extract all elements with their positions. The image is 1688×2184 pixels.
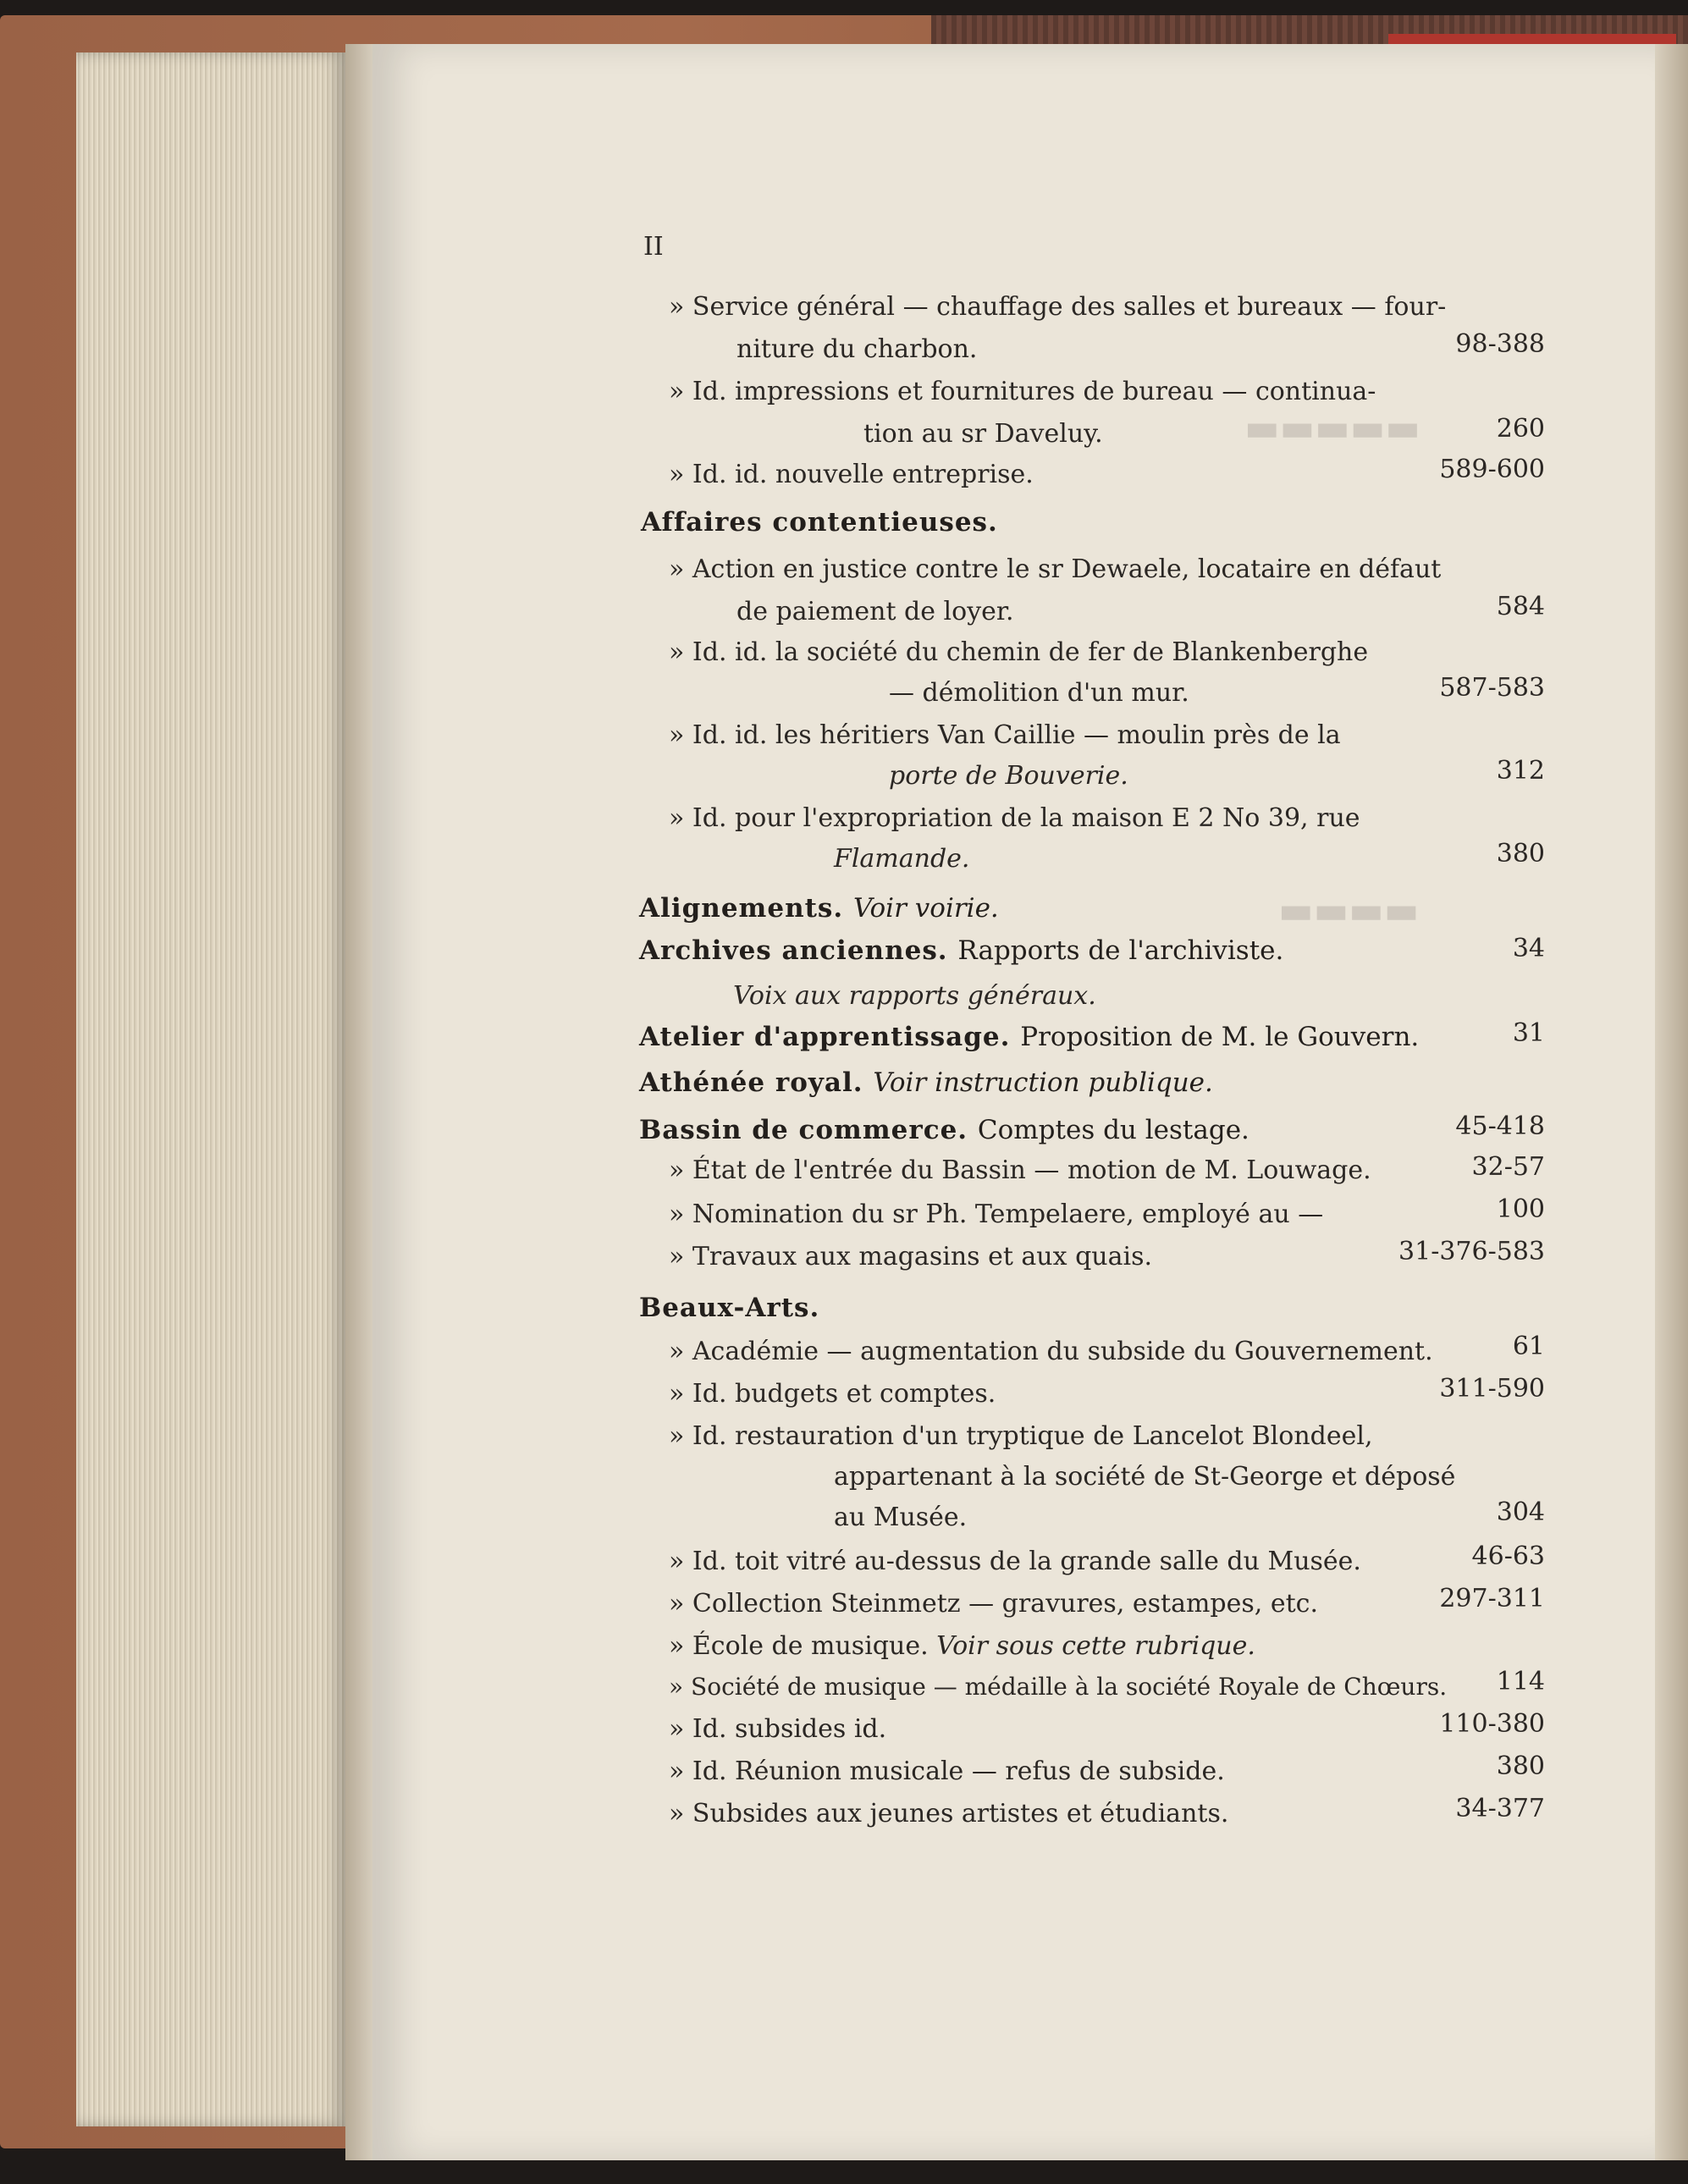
page-ref: 34-377 — [1455, 1794, 1545, 1823]
entry-line: » Id. id. nouvelle entreprise. — [669, 460, 1034, 489]
section-heading — [639, 1023, 1419, 1051]
section-heading — [639, 936, 1283, 965]
page-ref: 31 — [1512, 1018, 1545, 1048]
heading-rest: Voir instruction publique. — [873, 1067, 1213, 1098]
entry-line: » Id. subsides id. — [669, 1714, 887, 1744]
entry-line: » Id. pour l'expropriation de la maison E 2 No 39, rue — [669, 803, 1360, 833]
entry-line: de paiement de loyer. — [736, 597, 1014, 626]
entry-line: » Nomination du sr Ph. Tempelaere, employé au — — [669, 1200, 1324, 1229]
entry-line: » Société de musique — médaille à la société Royale de Chœurs. — [669, 1673, 1448, 1701]
entry-line: » Id. Réunion musicale — refus de subside. — [669, 1757, 1225, 1786]
section-heading: Beaux-Arts. — [639, 1293, 820, 1323]
entry-text: » École de musique. — [669, 1631, 929, 1661]
page-ref: 110-380 — [1439, 1709, 1545, 1739]
entry-line: » Id. restauration d'un tryptique de Lancelot Blondeel, — [669, 1421, 1373, 1451]
page-ref: 46-63 — [1471, 1541, 1545, 1571]
page-ref: 31-376-583 — [1398, 1237, 1545, 1266]
section-heading — [639, 1116, 1249, 1144]
entry-line: » Académie — augmentation du subside du Gouvernement. — [669, 1337, 1433, 1366]
entry-line: au Musée. — [834, 1503, 968, 1532]
heading-label: Archives anciennes. — [639, 935, 948, 966]
entry-line: » Collection Steinmetz — gravures, estampes, etc. — [669, 1589, 1319, 1619]
heading-label: Athénée royal. — [639, 1067, 863, 1098]
page-ref: 304 — [1496, 1497, 1545, 1527]
entry-line: » Id. id. la société du chemin de fer de Blankenberghe — [669, 637, 1369, 667]
page-ref: 114 — [1496, 1667, 1545, 1696]
show-through-shape: ▬▬▬▬ — [1278, 889, 1420, 932]
entry-line: » Action en justice contre le sr Dewaele, locataire en défaut — [669, 554, 1442, 584]
page-ref: 100 — [1496, 1194, 1545, 1224]
heading-label: Bassin de commerce. — [639, 1115, 968, 1145]
entry-line: » État de l'entrée du Bassin — motion de M. Louwage. — [669, 1155, 1371, 1185]
page-ref: 297-311 — [1439, 1584, 1545, 1613]
entry-line: » Id. budgets et comptes. — [669, 1379, 996, 1409]
section-heading: Affaires contentieuses. — [641, 507, 998, 538]
heading-rest: Comptes du lestage. — [977, 1115, 1249, 1145]
page-ref: 98-388 — [1455, 329, 1545, 359]
page-ref: 584 — [1496, 592, 1545, 621]
entry-line: — démolition d'un mur. — [889, 678, 1189, 708]
section-heading — [639, 894, 999, 923]
entry-line: appartenant à la société de St-George et déposé — [834, 1462, 1456, 1492]
page-ref: 260 — [1496, 414, 1545, 444]
heading-rest: Proposition de M. le Gouvern. — [1020, 1022, 1420, 1052]
entry-line: niture du charbon. — [736, 334, 978, 364]
entry-line: » Id. impressions et fournitures de bureau — continua- — [669, 377, 1376, 406]
page-ref: 45-418 — [1455, 1111, 1545, 1141]
page-ref: 380 — [1496, 1751, 1545, 1781]
heading-rest: Rapports de l'archiviste. — [957, 935, 1284, 966]
entry-line: Voix aux rapports généraux. — [733, 981, 1096, 1011]
page-ref: 380 — [1496, 839, 1545, 869]
heading-rest: Voir voirie. — [852, 893, 999, 924]
entry-line: » Travaux aux magasins et aux quais. — [669, 1242, 1153, 1271]
entry-line: » Id. id. les héritiers Van Caillie — moulin près de la — [669, 720, 1341, 750]
heading-label: Atelier d'apprentissage. — [639, 1022, 1011, 1052]
entry-line: » Service général — chauffage des salles et bureaux — four- — [669, 292, 1447, 322]
heading-label: Alignements. — [639, 893, 844, 924]
entry-line: » Subsides aux jeunes artistes et étudiants. — [669, 1799, 1229, 1828]
page-ref: 312 — [1496, 756, 1545, 786]
show-through-shape: ▬▬▬▬▬ — [1244, 406, 1420, 449]
page-number: II — [643, 232, 664, 262]
entry-line: » Id. toit vitré au-dessus de la grande salle du Musée. — [669, 1547, 1361, 1576]
page-ref: 32-57 — [1471, 1152, 1545, 1182]
entry-line: Flamande. — [834, 844, 970, 874]
entry-rest: Voir sous cette rubrique. — [936, 1631, 1255, 1661]
entry-line: porte de Bouverie. — [889, 761, 1128, 791]
page-ref: 587-583 — [1439, 673, 1545, 703]
page-ref: 589-600 — [1439, 455, 1545, 484]
page-ref: 61 — [1512, 1332, 1545, 1361]
page-ref: 311-590 — [1439, 1374, 1545, 1404]
section-heading — [639, 1068, 1213, 1097]
page-ref: 34 — [1512, 934, 1545, 963]
entry-line — [669, 1632, 1255, 1661]
entry-line: tion au sr Daveluy. — [863, 419, 1103, 449]
